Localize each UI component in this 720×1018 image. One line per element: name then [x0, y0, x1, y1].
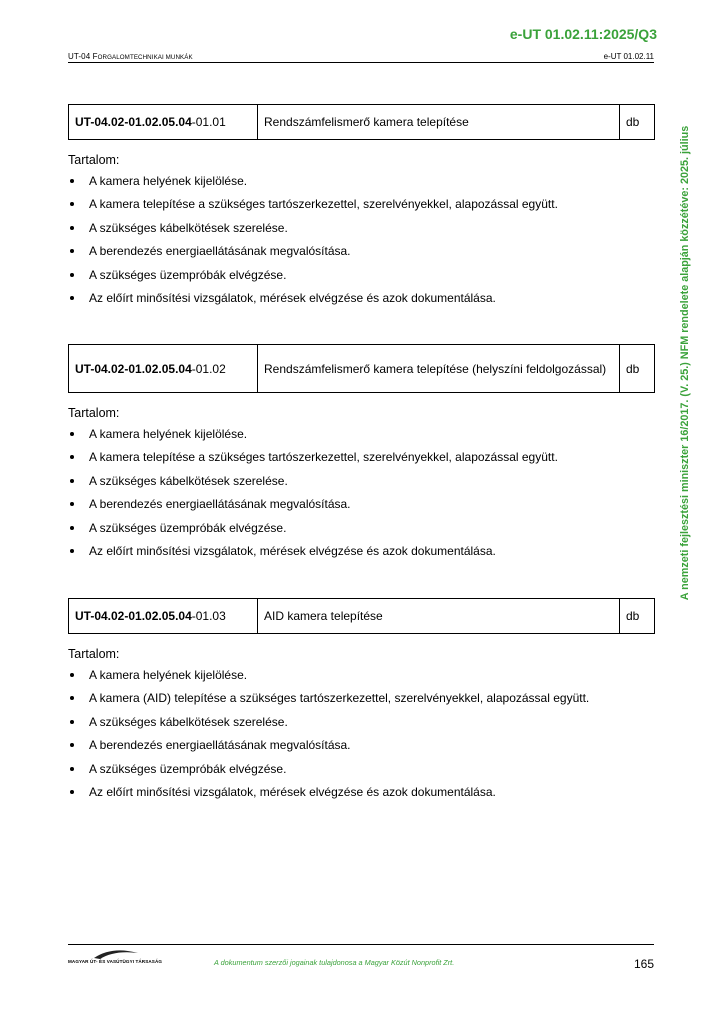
list-item: A szükséges üzempróbák elvégzése. [68, 268, 655, 291]
list-item: Az előírt minősítési vizsgálatok, mérések elvégzése és azok dokumentálása. [68, 291, 655, 314]
item-code-bold: UT-04.02-01.02.05.04 [75, 115, 192, 129]
content-label: Tartalom: [68, 406, 120, 420]
item-row [69, 599, 655, 634]
item-title: AID kamera telepítése [258, 599, 620, 634]
list-item: A kamera helyének kijelölése. [68, 427, 655, 450]
list-item: A berendezés energiaellátásának megvalósítása. [68, 738, 655, 761]
section-title-rest: ORGALOMTECHNIKAI MUNKÁK [97, 54, 193, 61]
item-code-bold: UT-04.02-01.02.05.04 [75, 361, 192, 376]
footer-rule [68, 944, 654, 945]
item-unit: db [620, 345, 655, 393]
list-item: A kamera (AID) telepítése a szükséges tartószerkezettel, szerelvényekkel, alapozással együtt. [68, 691, 655, 714]
item-code-suffix: -01.03 [191, 609, 226, 623]
item-row [69, 345, 655, 393]
doc-short-code: e-UT 01.02.11 [603, 52, 654, 61]
list-item: A szükséges kábelkötések szerelése. [68, 715, 655, 738]
content-list [68, 668, 655, 808]
item-code-suffix: -01.02 [191, 361, 226, 376]
list-item: A szükséges kábelkötések szerelése. [68, 221, 655, 244]
list-item: A kamera helyének kijelölése. [68, 668, 655, 691]
item-code [69, 599, 258, 634]
doc-code: e-UT 01.02.11:2025/Q3 [509, 26, 657, 42]
item-table [68, 598, 655, 634]
item-code [69, 345, 258, 393]
item-title: Rendszámfelismerő kamera telepítése (helyszíni feldolgozással) [258, 345, 620, 393]
header-rule [68, 62, 654, 63]
content-label: Tartalom: [68, 647, 120, 661]
item-block [68, 344, 655, 567]
list-item: A szükséges üzempróbák elvégzése. [68, 762, 655, 785]
logo-text: MAGYAR ÚT- ÉS VASÚTÜGYI TÁRSASÁG [68, 959, 163, 964]
list-item: A kamera helyének kijelölése. [68, 174, 655, 197]
item-row [69, 105, 655, 140]
list-item: A kamera telepítése a szükséges tartószerkezettel, szerelvényekkel, alapozással együtt. [68, 197, 655, 220]
section-title-prefix: UT-04 F [68, 52, 98, 61]
content-list [68, 174, 655, 314]
list-item: Az előírt minősítési vizsgálatok, mérések elvégzése és azok dokumentálása. [68, 544, 655, 567]
copyright-note: A dokumentum szerzői jogainak tulajdonosa a Magyar Közút Nonprofit Zrt. [214, 958, 455, 967]
list-item: A szükséges üzempróbák elvégzése. [68, 521, 655, 544]
item-code [69, 105, 258, 140]
list-item: A kamera telepítése a szükséges tartószerkezettel, szerelvényekkel, alapozással együtt. [68, 450, 655, 473]
item-block [68, 598, 655, 808]
list-item: A szükséges kábelkötések szerelése. [68, 474, 655, 497]
item-code-suffix: -01.01 [191, 115, 226, 129]
item-table [68, 344, 655, 393]
section-title [68, 52, 193, 61]
list-item: A berendezés energiaellátásának megvalósítása. [68, 497, 655, 520]
item-unit: db [620, 105, 655, 140]
content-list [68, 427, 655, 567]
content-label: Tartalom: [68, 153, 120, 167]
item-table [68, 104, 655, 140]
item-title: Rendszámfelismerő kamera telepítése [258, 105, 620, 140]
page-number: 165 [633, 957, 654, 971]
item-code-bold: UT-04.02-01.02.05.04 [75, 609, 192, 623]
list-item: Az előírt minősítési vizsgálatok, mérések elvégzése és azok dokumentálása. [68, 785, 655, 808]
list-item: A berendezés energiaellátásának megvalósítása. [68, 244, 655, 267]
company-logo [68, 948, 168, 968]
side-note [677, 98, 693, 628]
side-note-text: A nemzeti fejlesztési miniszter 16/2017. (V. 25.) NFM rendelete alapján közzétéve: 2025. július [679, 125, 691, 601]
item-unit: db [620, 599, 655, 634]
item-block [68, 104, 655, 314]
